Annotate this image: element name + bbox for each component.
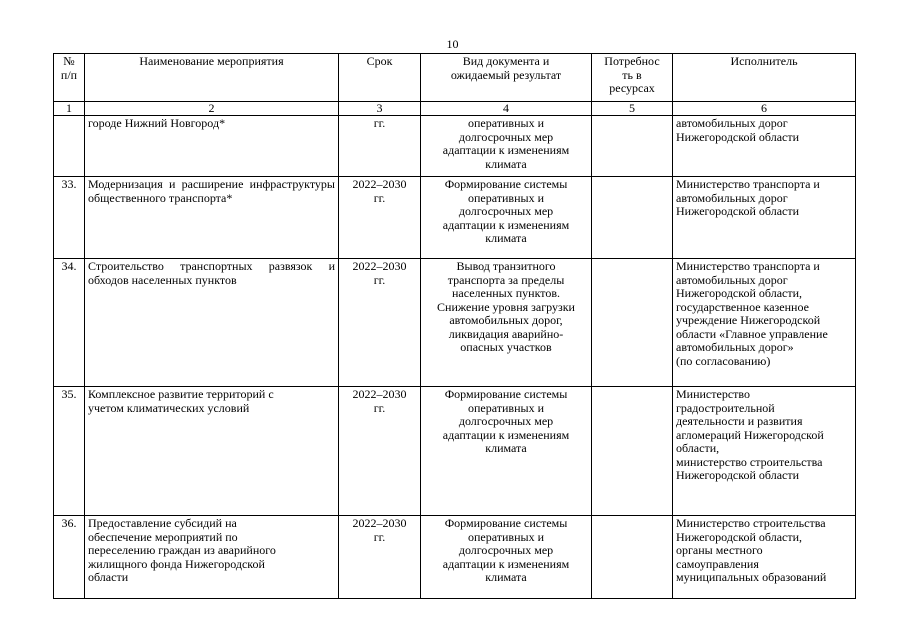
- measure-term: гг.: [339, 116, 421, 177]
- measure-executor: Министерство транспорта и автомобильных дорог Нижегородской области, государственное казенное учреждение Нижегородской области «Главное управление автомобильных дорог» (по согласованию): [673, 259, 856, 387]
- measure-name: Предоставление субсидий на обеспечение мероприятий по переселению граждан из аварийного жилищного фонда Нижегородской области: [85, 516, 339, 599]
- row-number: 35.: [54, 387, 85, 516]
- measure-executor: Министерство градостроительной деятельности и развития агломераций Нижегородской области, министерство строительства Нижегородской области: [673, 387, 856, 516]
- header-doc: Вид документа и ожидаемый результат: [421, 54, 592, 102]
- header-num: № п/п: [54, 54, 85, 102]
- measure-executor: Министерство транспорта и автомобильных дорог Нижегородской области: [673, 177, 856, 259]
- row-number: 36.: [54, 516, 85, 599]
- measure-term: 2022–2030 гг.: [339, 259, 421, 387]
- table-row: [54, 177, 856, 259]
- table-row: [54, 516, 856, 599]
- measure-term: 2022–2030 гг.: [339, 516, 421, 599]
- table-row: [54, 387, 856, 516]
- measure-name: Модернизация и расширение инфраструктуры общественного транспорта*: [85, 177, 339, 259]
- measure-name: Строительство транспортных развязок и обходов населенных пунктов: [85, 259, 339, 387]
- table-row: [54, 116, 856, 177]
- measure-name: городе Нижний Новгород*: [85, 116, 339, 177]
- measure-term: 2022–2030 гг.: [339, 177, 421, 259]
- measure-term: 2022–2030 гг.: [339, 387, 421, 516]
- row-number: 34.: [54, 259, 85, 387]
- header-need: Потребнос ть в ресурсах: [592, 54, 673, 102]
- page-number: 10: [446, 37, 459, 51]
- measure-document: Формирование системы оперативных и долгосрочных мер адаптации к изменениям климата: [421, 387, 592, 516]
- measure-document: Формирование системы оперативных и долгосрочных мер адаптации к изменениям климата: [421, 177, 592, 259]
- measure-executor: Министерство строительства Нижегородской области, органы местного самоуправления муниципальных образований: [673, 516, 856, 599]
- measures-table: [53, 53, 856, 599]
- column-number: 6: [673, 102, 856, 116]
- measure-resources: [592, 259, 673, 387]
- row-number: 33.: [54, 177, 85, 259]
- table-header-row: [54, 54, 856, 102]
- column-number: 3: [339, 102, 421, 116]
- measure-document: Вывод транзитного транспорта за пределы населенных пунктов. Снижение уровня загрузки автомобильных дорог, ликвидация аварийно- опасных участков: [421, 259, 592, 387]
- measure-document: оперативных и долгосрочных мер адаптации к изменениям климата: [421, 116, 592, 177]
- measure-resources: [592, 177, 673, 259]
- row-number: [54, 116, 85, 177]
- header-exec: Исполнитель: [673, 54, 856, 102]
- measure-resources: [592, 387, 673, 516]
- column-number: 5: [592, 102, 673, 116]
- measure-resources: [592, 116, 673, 177]
- measure-resources: [592, 516, 673, 599]
- column-number-row: [54, 102, 856, 116]
- column-number: 2: [85, 102, 339, 116]
- header-name: Наименование мероприятия: [85, 54, 339, 102]
- table-row: [54, 259, 856, 387]
- measure-executor: автомобильных дорог Нижегородской области: [673, 116, 856, 177]
- column-number: 1: [54, 102, 85, 116]
- measure-document: Формирование системы оперативных и долгосрочных мер адаптации к изменениям климата: [421, 516, 592, 599]
- column-number: 4: [421, 102, 592, 116]
- header-term: Срок: [339, 54, 421, 102]
- measure-name: Комплексное развитие территорий с учетом климатических условий: [85, 387, 339, 516]
